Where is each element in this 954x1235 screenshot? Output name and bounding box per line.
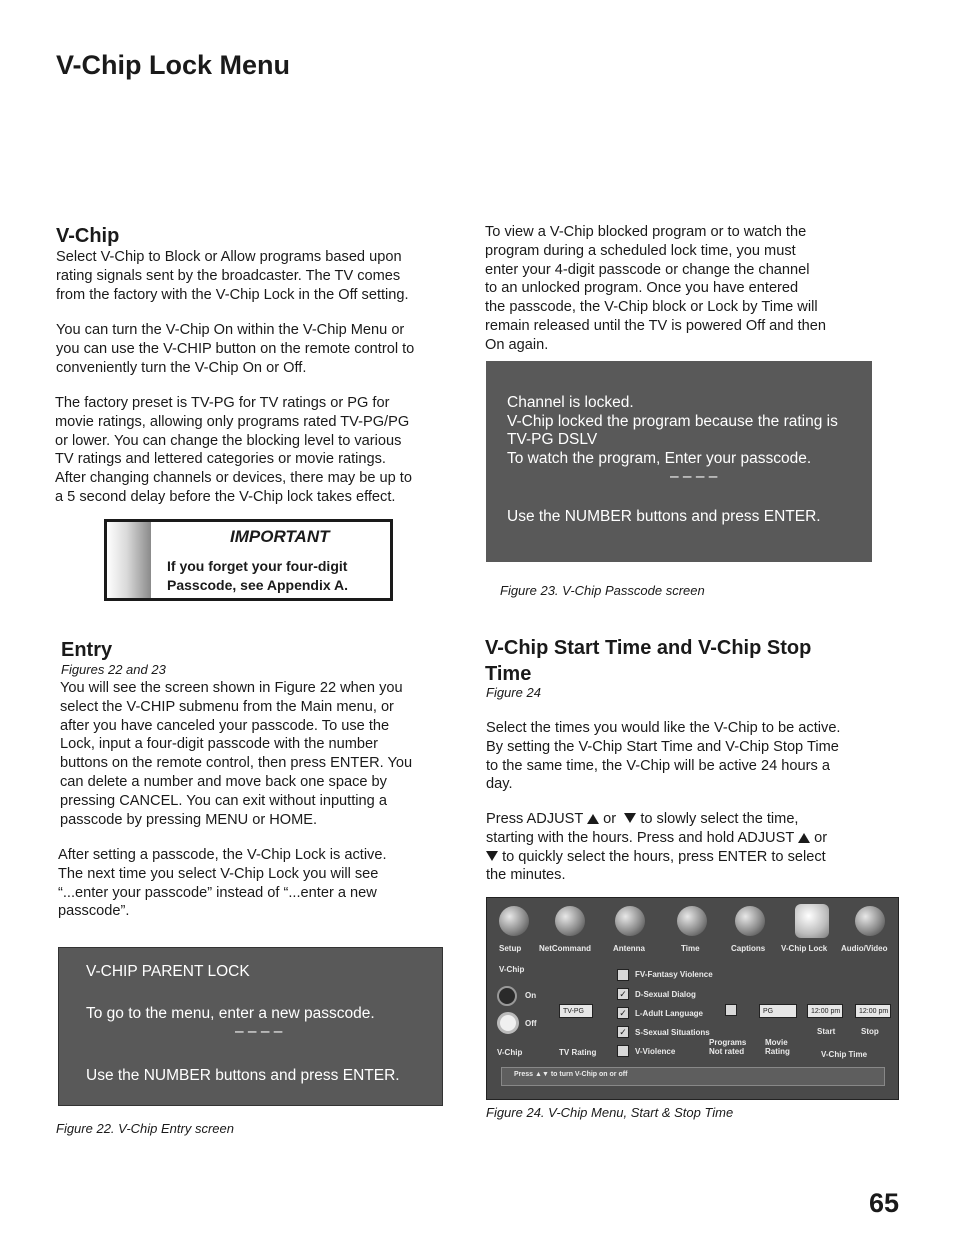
starttime-figure-ref: Figure 24 — [486, 685, 541, 700]
p2-text-a: Press ADJUST — [486, 811, 584, 827]
important-heading: IMPORTANT — [230, 527, 330, 546]
vchip-paragraph-1: Select V-Chip to Block or Allow programs based upon rating signals sent by the broadcaster. The TV comes from the factory with the V-Chip Lock in the Off setting. — [56, 249, 409, 303]
vchip-heading: V-Chip — [56, 225, 120, 247]
figure-23-caption: Figure 23. V-Chip Passcode screen — [500, 583, 705, 598]
fig22-title: V-CHIP PARENT LOCK — [86, 963, 250, 980]
fig23-message: Channel is locked. V-Chip locked the program because the rating is TV-PG DSLV To watch the program, Enter your passcode. — [507, 394, 838, 467]
audio-video-icon — [855, 906, 885, 936]
status-bar — [501, 1067, 885, 1086]
fig22-prompt: To go to the menu, enter a new passcode. — [86, 1005, 375, 1022]
up-arrow-icon — [587, 814, 599, 824]
p2-text-c: to slowly select the time, — [640, 811, 799, 827]
programs-not-rated-checkbox[interactable] — [725, 1004, 737, 1016]
down-arrow-icon — [486, 851, 498, 861]
tab-antenna[interactable]: Antenna — [613, 944, 645, 953]
entry-heading: Entry — [61, 639, 113, 661]
starttime-paragraph-2 — [486, 810, 886, 885]
vchip-paragraph-2: You can turn the V-Chip On within the V-Chip Menu or you can use the V-CHIP button on the remote control to conveniently turn the V-Chip On or Off. — [56, 322, 415, 376]
entry-figure-ref: Figures 22 and 23 — [61, 662, 166, 677]
tab-captions[interactable]: Captions — [731, 944, 766, 953]
fv-label: FV-Fantasy Violence — [635, 970, 713, 979]
vchip-bottom-label: V-Chip — [497, 1048, 523, 1057]
entry-paragraph-2: After setting a passcode, the V-Chip Lock is active. The next time you select V-Chip Lock you will see “...enter your passcode” instead of “...enter a new passcode”. — [58, 847, 387, 920]
important-box — [104, 519, 393, 601]
fig23-instruction: Use the NUMBER buttons and press ENTER. — [507, 508, 821, 525]
tv-rating-label: TV Rating — [559, 1048, 597, 1057]
antenna-icon — [615, 906, 645, 936]
movie-rating-field[interactable]: PG — [759, 1004, 797, 1018]
vchip-time-label: V-Chip Time — [821, 1050, 868, 1059]
figure-24-menu-screenshot — [486, 897, 899, 1100]
blocked-paragraph: To view a V-Chip blocked program or to watch the program during a scheduled lock time, you must enter your 4-digit passcode or change the channel to an unlocked program. Once you have entered the passcode, the V-Chip block or Lock by Time will remain released until the TV is powered Off and then On again. — [485, 224, 826, 353]
l-label: L-Adult Language — [635, 1009, 703, 1018]
s-label: S-Sexual Situations — [635, 1028, 710, 1037]
v-label: V-Violence — [635, 1047, 676, 1056]
netcommand-icon — [555, 906, 585, 936]
important-text: If you forget your four-digit Passcode, see Appendix A. — [167, 558, 349, 593]
tv-rating-field[interactable]: TV-PG — [559, 1004, 593, 1018]
movie-rating-label: Movie Rating — [765, 1038, 790, 1056]
page-number: 65 — [869, 1188, 900, 1218]
v-checkbox[interactable] — [617, 1045, 629, 1057]
fig22-passcode-dashes: – – – – — [235, 1023, 283, 1040]
p2-text-f: to quickly select the hours, press ENTER to select the minutes. — [486, 848, 826, 884]
fv-checkbox[interactable] — [617, 969, 629, 981]
p2-text-d: starting with the hours. Press and hold ADJUST — [486, 829, 794, 846]
on-radio[interactable] — [497, 986, 517, 1006]
d-checkbox[interactable]: ✓ — [617, 988, 629, 1000]
page-title: V-Chip Lock Menu — [56, 50, 291, 80]
fig22-instruction: Use the NUMBER buttons and press ENTER. — [86, 1067, 400, 1084]
vchip-paragraph-3: The factory preset is TV-PG for TV ratings or PG for movie ratings, allowing only programs rated TV-PG/PG or lower. You can change the blocking level to various TV ratings and lettered categories or movie ratings. After changing channels or devices, there may be up to a 5 second delay before the V-Chip lock takes effect. — [55, 395, 412, 505]
vchip-label: V-Chip — [499, 965, 525, 974]
on-label: On — [525, 991, 537, 1000]
l-checkbox[interactable]: ✓ — [617, 1007, 629, 1019]
starttime-paragraph-1: Select the times you would like the V-Chip to be active. By setting the V-Chip Start Time and V-Chip Stop Time to the same time, the V-Chip will be active 24 hours a day. — [486, 720, 841, 793]
figure-22-screen — [58, 947, 443, 1106]
start-time-field[interactable]: 12:00 pm — [807, 1004, 843, 1018]
setup-icon — [499, 906, 529, 936]
fig23-passcode-dashes: – – – – — [670, 468, 718, 485]
tab-netcommand[interactable]: NetCommand — [539, 944, 592, 953]
tab-audio-video[interactable]: Audio/Video — [841, 944, 888, 953]
off-radio[interactable] — [497, 1012, 519, 1034]
programs-not-rated-label: Programs Not rated — [709, 1038, 747, 1056]
up-arrow-icon — [798, 833, 810, 843]
d-label: D-Sexual Dialog — [635, 990, 696, 999]
lock-icon — [795, 904, 829, 938]
important-box-gradient — [107, 522, 151, 598]
starttime-heading: V-Chip Start Time and V-Chip Stop Time — [485, 637, 812, 685]
tab-vchip-lock[interactable]: V-Chip Lock — [781, 944, 828, 953]
clock-icon — [677, 906, 707, 936]
captions-icon — [735, 906, 765, 936]
figure-24-caption: Figure 24. V-Chip Menu, Start & Stop Time — [486, 1105, 734, 1120]
s-checkbox[interactable]: ✓ — [617, 1026, 629, 1038]
entry-paragraph-1: You will see the screen shown in Figure 22 when you select the V-CHIP submenu from the Main menu, or after you have canceled your passcode. To use the Lock, input a four-digit passcode with the number buttons on the remote control, then press ENTER. You can delete a number and move back one space by pressing CANCEL. You can exit without inputting a passcode by pressing MENU or HOME. — [60, 680, 413, 828]
p2-text-e: or — [814, 829, 828, 846]
tab-time[interactable]: Time — [681, 944, 700, 953]
figure-23-screen — [486, 361, 872, 562]
start-label: Start — [817, 1027, 836, 1036]
stop-label: Stop — [861, 1027, 879, 1036]
figure-22-caption: Figure 22. V-Chip Entry screen — [56, 1121, 234, 1136]
tab-setup[interactable]: Setup — [499, 944, 522, 953]
status-text: Press ▲▼ to turn V-Chip on or off — [514, 1071, 628, 1078]
off-label: Off — [525, 1019, 537, 1028]
down-arrow-icon — [624, 813, 636, 823]
stop-time-field[interactable]: 12:00 pm — [855, 1004, 891, 1018]
p2-text-b: or — [603, 811, 617, 827]
